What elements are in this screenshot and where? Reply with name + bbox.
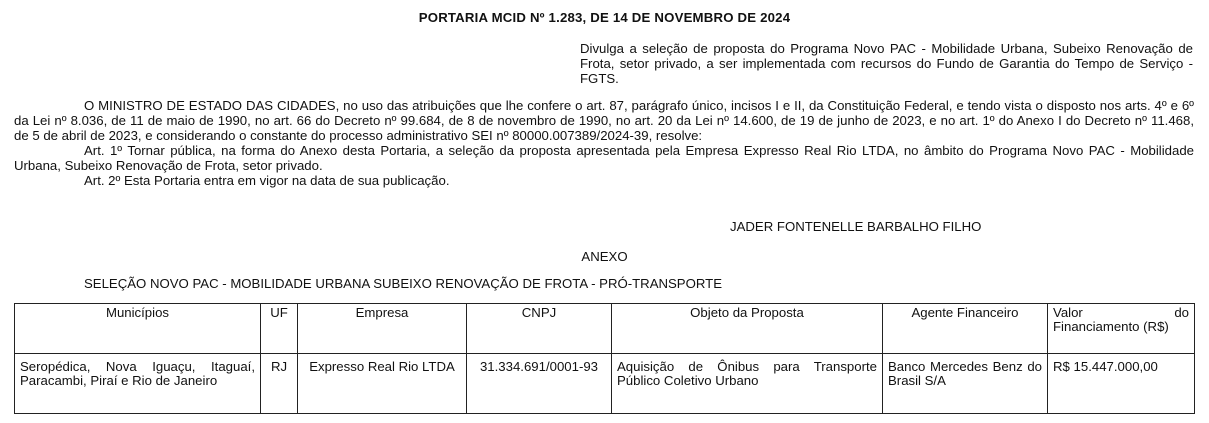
header-uf: UF bbox=[261, 304, 298, 354]
cell-empresa: Expresso Real Rio LTDA bbox=[298, 354, 467, 414]
table-row bbox=[15, 354, 1195, 414]
cell-municipios: Seropédica, Nova Iguaçu, Itaguaí, Paracambi, Piraí e Rio de Janeiro bbox=[15, 354, 261, 414]
table-header-row bbox=[15, 304, 1195, 354]
header-agente: Agente Financeiro bbox=[883, 304, 1048, 354]
preamble-paragraph: O MINISTRO DE ESTADO DAS CIDADES, no uso das atribuições que lhe confere o art. 87, parágrafo único, incisos I e II, da Constituição Federal, e tendo vista o disposto nos arts. 4º e 6º da Lei nº 8.036, de 11 de maio de 1990, no art. 66 do Decreto nº 99.684, de 8 de novembro de 1990, no art. 20 da Lei nº 14.600, de 19 de junho de 2023, e no art. 1º do Anexo I do Decreto nº 11.468, de 5 de abril de 2023, e considerando o constante do processo administrativo SEI nº 80000.007389/2024-39, resolve: bbox=[14, 98, 1194, 143]
article-2-paragraph: Art. 2º Esta Portaria entra em vigor na data de sua publicação. bbox=[84, 173, 450, 188]
header-valor: Valor do Financiamento (R$) bbox=[1048, 304, 1195, 354]
ementa: Divulga a seleção de proposta do Programa Novo PAC - Mobilidade Urbana, Subeixo Renovação de Frota, setor privado, a ser implementada com recursos do Fundo de Garantia do Tempo de Serviço - FGTS. bbox=[580, 41, 1193, 86]
selection-title: SELEÇÃO NOVO PAC - MOBILIDADE URBANA SUBEIXO RENOVAÇÃO DE FROTA - PRÓ-TRANSPORTE bbox=[84, 276, 722, 291]
cell-valor: R$ 15.447.000,00 bbox=[1048, 354, 1195, 414]
header-cnpj: CNPJ bbox=[467, 304, 612, 354]
cell-agente: Banco Mercedes Benz do Brasil S/A bbox=[883, 354, 1048, 414]
cell-objeto: Aquisição de Ônibus para Transporte Público Coletivo Urbano bbox=[612, 354, 883, 414]
cell-cnpj: 31.334.691/0001-93 bbox=[467, 354, 612, 414]
header-objeto: Objeto da Proposta bbox=[612, 304, 883, 354]
document-title: PORTARIA MCID Nº 1.283, DE 14 DE NOVEMBRO DE 2024 bbox=[418, 10, 791, 25]
header-municipios: Municípios bbox=[15, 304, 261, 354]
selection-table bbox=[14, 303, 1195, 414]
article-1-paragraph: Art. 1º Tornar pública, na forma do Anexo desta Portaria, a seleção da proposta apresentada pela Empresa Expresso Real Rio LTDA, no âmbito do Programa Novo PAC - Mobilidade Urbana, Subeixo Renovação de Frota, setor privado. bbox=[14, 143, 1194, 173]
header-empresa: Empresa bbox=[298, 304, 467, 354]
document-body bbox=[14, 98, 1194, 188]
signer-name: JADER FONTENELLE BARBALHO FILHO bbox=[730, 219, 982, 234]
annex-title: ANEXO bbox=[581, 249, 628, 264]
cell-uf: RJ bbox=[261, 354, 298, 414]
